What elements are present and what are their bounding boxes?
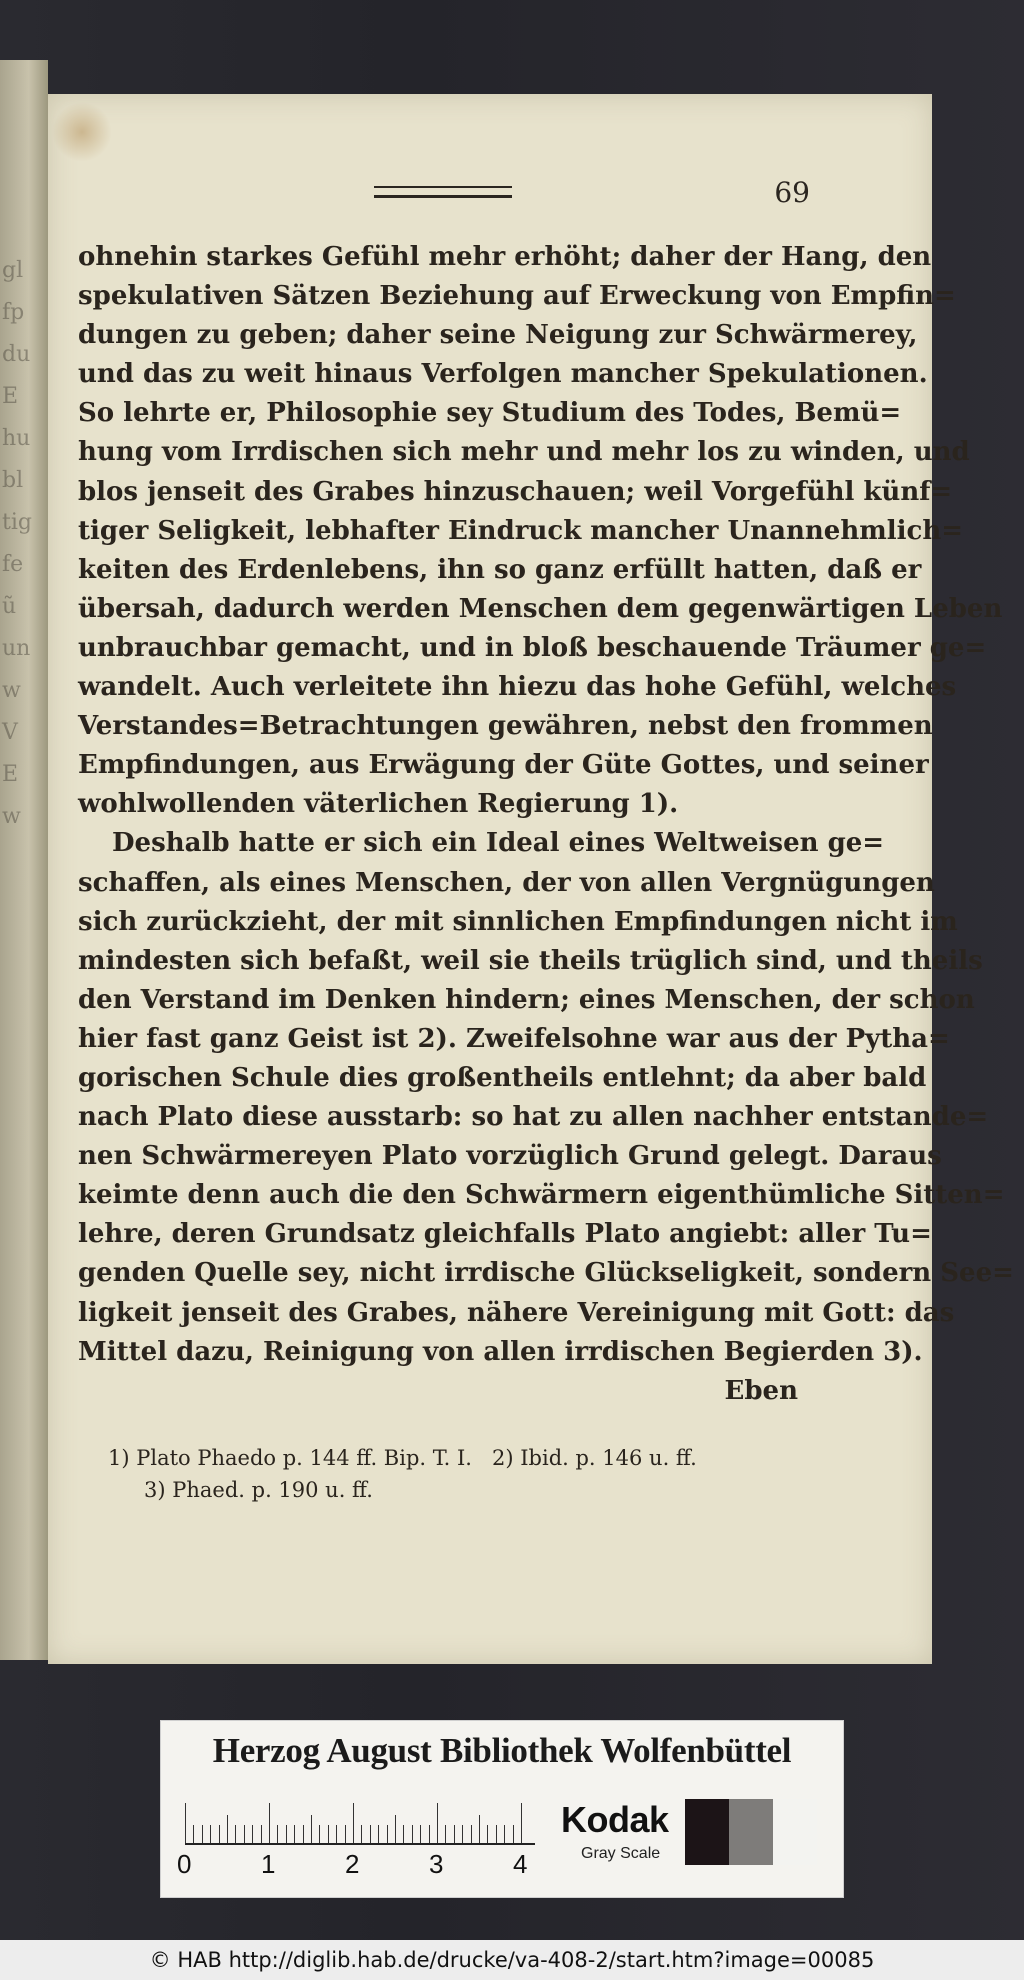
ruler-tick xyxy=(487,1825,488,1843)
color-target-card xyxy=(160,1720,844,1898)
text-line: dungen zu geben; daher seine Neigung zur Schwärmerey, xyxy=(78,320,918,351)
ruler-tick xyxy=(513,1825,514,1843)
text-line: Deshalb hatte er sich ein Ideal eines Weltweisen ge= xyxy=(112,828,885,859)
ruler-number: 2 xyxy=(345,1849,360,1879)
ruler-tick xyxy=(319,1825,320,1843)
kodak-logo: Kodak xyxy=(561,1799,669,1840)
text-line: hung vom Irrdischen sich mehr und mehr los zu winden, und xyxy=(78,437,970,468)
ruler-tick xyxy=(479,1815,480,1843)
footnote-2: 2) Ibid. p. 146 u. ff. xyxy=(492,1446,697,1470)
ruler-number: 3 xyxy=(429,1849,444,1879)
ruler-tick xyxy=(496,1825,497,1843)
paper-stain xyxy=(52,102,112,162)
gray-swatch-mid xyxy=(729,1799,773,1865)
ruler-tick xyxy=(395,1815,396,1843)
ruler-tick xyxy=(403,1825,404,1843)
ruler-tick xyxy=(361,1825,362,1843)
text-line: genden Quelle sey, nicht irrdische Glückseligkeit, sondern See= xyxy=(78,1258,1014,1289)
text-line: Verstandes=Betrachtungen gewähren, nebst den frommen xyxy=(78,711,933,742)
gray-swatch-dark xyxy=(685,1799,729,1865)
ruler-number: 1 xyxy=(261,1849,276,1879)
text-line: hier fast ganz Geist ist 2). Zweifelsohne war aus der Pytha= xyxy=(78,1023,950,1054)
text-line: tiger Seligkeit, lebhafter Eindruck mancher Unannehmlich= xyxy=(78,515,964,546)
ruler-tick xyxy=(227,1815,228,1843)
ruler-tick xyxy=(387,1825,388,1843)
ruler-tick xyxy=(286,1825,287,1843)
footnote-line xyxy=(108,1442,808,1474)
ruler-tick xyxy=(353,1803,354,1843)
text-line: mindesten sich befaßt, weil sie theils trüglich sind, und theils xyxy=(78,945,983,976)
page-number: 69 xyxy=(774,176,810,209)
text-line: Mittel dazu, Reinigung von allen irrdischen Begierden 3). xyxy=(78,1336,923,1367)
text-line: ligkeit jenseit des Grabes, nähere Vereinigung mit Gott: das xyxy=(78,1297,955,1328)
book-page xyxy=(48,94,1014,1664)
header-rule xyxy=(374,186,512,198)
ruler-tick xyxy=(202,1825,203,1843)
footnotes xyxy=(108,1442,808,1506)
text-line: spekulativen Sätzen Beziehung auf Erweckung von Empfin= xyxy=(78,281,956,312)
text-line: wohlwollenden väterlichen Regierung 1). xyxy=(78,789,679,820)
footnote-3: 3) Phaed. p. 190 u. ff. xyxy=(144,1478,373,1502)
ruler-tick xyxy=(185,1803,186,1843)
text-line: und das zu weit hinaus Verfolgen mancher Spekulationen. xyxy=(78,359,928,390)
text-line: übersah, dadurch werden Menschen dem gegenwärtigen Leben xyxy=(78,593,1003,624)
ruler-tick xyxy=(504,1825,505,1843)
ruler-tick xyxy=(420,1825,421,1843)
ruler-tick xyxy=(261,1825,262,1843)
page-body-text xyxy=(78,238,1014,1411)
ruler-tick xyxy=(328,1825,329,1843)
ruler-tick xyxy=(210,1825,211,1843)
ruler-tick xyxy=(277,1825,278,1843)
ruler-tick xyxy=(193,1825,194,1843)
facing-page-text-fragment: gl fp du E hu bl tig fe ũ un w V E w xyxy=(2,258,32,829)
text-line: unbrauchbar gemacht, und in bloß beschauende Träumer ge= xyxy=(78,632,987,663)
text-line: gorischen Schule dies großentheils entlehnt; da aber bald xyxy=(78,1062,927,1093)
ruler-tick xyxy=(269,1803,270,1843)
facing-page-edge xyxy=(0,60,48,1660)
ruler-tick xyxy=(235,1825,236,1843)
text-line: schaffen, als eines Menschen, der von allen Vergnügungen xyxy=(78,867,935,898)
ruler-tick xyxy=(219,1825,220,1843)
text-line: den Verstand im Denken hindern; eines Menschen, der schon xyxy=(78,984,975,1015)
ruler-tick xyxy=(244,1825,245,1843)
text-line: ohnehin starkes Gefühl mehr erhöht; daher der Hang, den xyxy=(78,242,932,272)
catchword: Eben xyxy=(724,1375,798,1406)
text-line: wandelt. Auch verleitete ihn hiezu das hohe Gefühl, welches xyxy=(78,672,957,703)
text-line: Empfindungen, aus Erwägung der Güte Gottes, und seiner xyxy=(78,750,929,781)
text-line: blos jenseit des Grabes hinzuschauen; weil Vorgefühl künf= xyxy=(78,476,953,507)
gray-swatch-light xyxy=(773,1799,817,1865)
text-line: So lehrte er, Philosophie sey Studium des Todes, Bemü= xyxy=(78,398,902,429)
ruler-tick xyxy=(252,1825,253,1843)
measurement-ruler xyxy=(185,1803,535,1845)
ruler-tick xyxy=(521,1803,522,1843)
text-line: nen Schwärmereyen Plato vorzüglich Grund gelegt. Daraus xyxy=(78,1141,942,1172)
text-line: keimte denn auch die den Schwärmern eigenthümliche Sitten= xyxy=(78,1180,1005,1211)
ruler-tick xyxy=(336,1825,337,1843)
ruler-tick xyxy=(294,1825,295,1843)
copyright-footer: © HAB http://diglib.hab.de/drucke/va-408-2/start.htm?image=00085 xyxy=(0,1940,1024,1980)
ruler-tick xyxy=(462,1825,463,1843)
text-line: lehre, deren Grundsatz gleichfalls Plato angiebt: aller Tu= xyxy=(78,1219,932,1250)
ruler-tick xyxy=(429,1825,430,1843)
library-name: Herzog August Bibliothek Wolfenbüttel xyxy=(212,1731,792,1770)
text-line: keiten des Erdenlebens, ihn so ganz erfüllt hatten, daß er xyxy=(78,554,922,585)
ruler-number: 0 xyxy=(177,1849,192,1879)
footnote-1: 1) Plato Phaedo p. 144 ff. Bip. T. I. xyxy=(108,1446,472,1470)
ruler-tick xyxy=(311,1815,312,1843)
text-line: nach Plato diese ausstarb: so hat zu allen nachher entstande= xyxy=(78,1102,989,1133)
ruler-tick xyxy=(445,1825,446,1843)
ruler-tick xyxy=(412,1825,413,1843)
ruler-tick xyxy=(454,1825,455,1843)
ruler-tick xyxy=(345,1825,346,1843)
text-line: sich zurückzieht, der mit sinnlichen Empfindungen nicht im xyxy=(78,906,958,937)
ruler-tick xyxy=(471,1825,472,1843)
ruler-tick xyxy=(378,1825,379,1843)
ruler-number: 4 xyxy=(513,1849,528,1879)
ruler-tick xyxy=(437,1803,438,1843)
gray-scale-label: Gray Scale xyxy=(581,1845,661,1862)
ruler-tick xyxy=(370,1825,371,1843)
ruler-tick xyxy=(303,1825,304,1843)
